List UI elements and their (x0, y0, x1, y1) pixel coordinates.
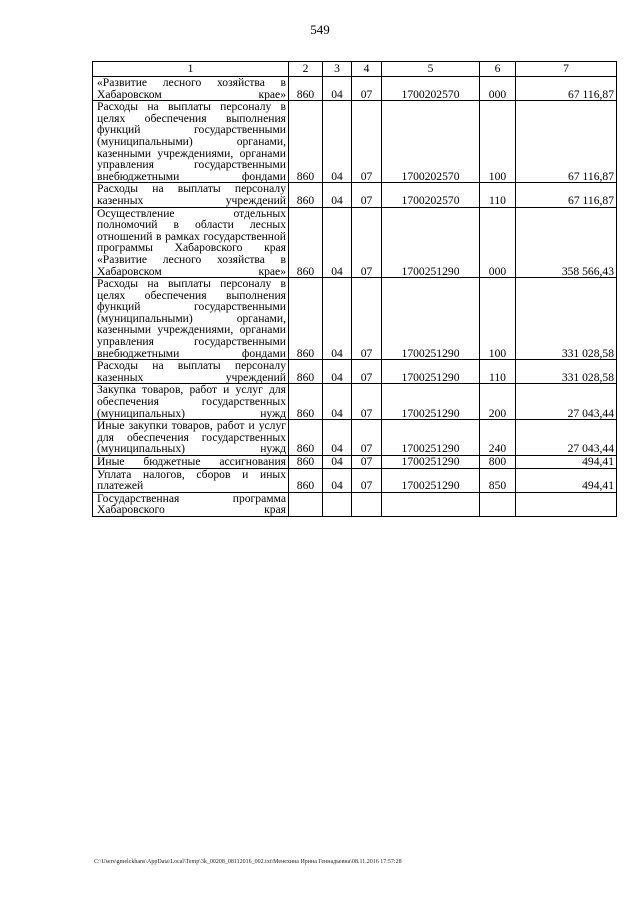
table-row (93, 492, 617, 516)
table-row (93, 278, 617, 360)
row-description: Расходы на выплаты персоналу казенных учреждений (93, 360, 289, 384)
cell-expense-type: 240 (480, 420, 516, 456)
cell-expense-type: 100 (480, 101, 516, 183)
cell-amount: 358 566,43 (516, 207, 617, 278)
cell-section-code: 04 (323, 77, 352, 101)
cell-subsection-code: 07 (352, 77, 382, 101)
cell-amount (516, 492, 617, 516)
cell-department-code: 860 (289, 420, 323, 456)
column-header: 4 (352, 62, 382, 77)
table-header-row (93, 62, 617, 77)
cell-expense-type: 100 (480, 278, 516, 360)
cell-expense-type: 850 (480, 468, 516, 492)
cell-section-code: 04 (323, 183, 352, 207)
cell-section-code: 04 (323, 420, 352, 456)
cell-amount: 331 028,58 (516, 360, 617, 384)
cell-subsection-code: 07 (352, 207, 382, 278)
cell-department-code (289, 492, 323, 516)
cell-subsection-code: 07 (352, 278, 382, 360)
budget-table (92, 61, 617, 517)
cell-department-code: 860 (289, 77, 323, 101)
cell-section-code: 04 (323, 360, 352, 384)
cell-section-code: 04 (323, 468, 352, 492)
cell-subsection-code (352, 492, 382, 516)
cell-subsection-code: 07 (352, 468, 382, 492)
cell-department-code: 860 (289, 468, 323, 492)
table-row (93, 101, 617, 183)
row-description: Расходы на выплаты персоналу в целях обеспечения выполнения функций государственными (муниципальными) органами, казенными учреждениями, органами управления государственными внебюджетными фондами (93, 278, 289, 360)
column-header: 1 (93, 62, 289, 77)
row-description: Иные закупки товаров, работ и услуг для обеспечения государственных (муниципальных) нужд (93, 420, 289, 456)
cell-target-article: 1700251290 (382, 468, 480, 492)
table-row (93, 183, 617, 207)
row-description: «Развитие лесного хозяйства в Хабаровском крае» (93, 77, 289, 101)
column-header: 3 (323, 62, 352, 77)
row-description: Закупка товаров, работ и услуг для обеспечения государственных (муниципальных) нужд (93, 384, 289, 420)
cell-target-article: 1700202570 (382, 101, 480, 183)
cell-target-article: 1700251290 (382, 456, 480, 469)
cell-subsection-code: 07 (352, 360, 382, 384)
cell-amount: 27 043,44 (516, 384, 617, 420)
table-row (93, 456, 617, 469)
cell-expense-type: 110 (480, 183, 516, 207)
cell-amount: 67 116,87 (516, 77, 617, 101)
cell-amount: 494,41 (516, 456, 617, 469)
cell-section-code: 04 (323, 278, 352, 360)
row-description: Иные бюджетные ассигнования (93, 456, 289, 469)
cell-target-article: 1700251290 (382, 207, 480, 278)
cell-department-code: 860 (289, 183, 323, 207)
cell-section-code: 04 (323, 101, 352, 183)
cell-target-article (382, 492, 480, 516)
cell-expense-type: 110 (480, 360, 516, 384)
cell-department-code: 860 (289, 101, 323, 183)
cell-expense-type: 200 (480, 384, 516, 420)
row-description: Расходы на выплаты персоналу казенных учреждений (93, 183, 289, 207)
table-row (93, 420, 617, 456)
row-description: Осуществление отдельных полномочий в области лесных отношений в рамках государственной программы Хабаровского края «Развитие лесного хозяйства в Хабаровском крае» (93, 207, 289, 278)
cell-subsection-code: 07 (352, 101, 382, 183)
cell-section-code: 04 (323, 384, 352, 420)
cell-target-article: 1700202570 (382, 183, 480, 207)
cell-amount: 331 028,58 (516, 278, 617, 360)
cell-department-code: 860 (289, 360, 323, 384)
cell-target-article: 1700251290 (382, 278, 480, 360)
cell-amount: 494,41 (516, 468, 617, 492)
column-header: 2 (289, 62, 323, 77)
cell-amount: 67 116,87 (516, 183, 617, 207)
row-description: Расходы на выплаты персоналу в целях обеспечения выполнения функций государственными (муниципальными) органами, казенными учреждениями, органами управления государственными внебюджетными фондами (93, 101, 289, 183)
footer-file-path: C:\Users\gmelckhans\AppData\Local\Temp\3k_00208_08112016_002.txt\Менехина Ирина Геннадьевна\08.11.2016 17:57:28 (94, 859, 402, 865)
cell-target-article: 1700251290 (382, 420, 480, 456)
cell-subsection-code: 07 (352, 420, 382, 456)
cell-subsection-code: 07 (352, 384, 382, 420)
cell-expense-type: 000 (480, 207, 516, 278)
cell-department-code: 860 (289, 278, 323, 360)
cell-subsection-code: 07 (352, 456, 382, 469)
table-row (93, 207, 617, 278)
cell-department-code: 860 (289, 384, 323, 420)
table-row (93, 468, 617, 492)
cell-expense-type: 800 (480, 456, 516, 469)
cell-expense-type (480, 492, 516, 516)
column-header: 6 (480, 62, 516, 77)
cell-section-code: 04 (323, 207, 352, 278)
cell-section-code: 04 (323, 456, 352, 469)
table-row (93, 384, 617, 420)
table-row (93, 77, 617, 101)
table-row (93, 360, 617, 384)
page-number: 549 (310, 22, 330, 37)
cell-subsection-code: 07 (352, 183, 382, 207)
cell-target-article: 1700202570 (382, 77, 480, 101)
column-header: 7 (516, 62, 617, 77)
cell-department-code: 860 (289, 207, 323, 278)
cell-amount: 27 043,44 (516, 420, 617, 456)
cell-target-article: 1700251290 (382, 384, 480, 420)
cell-department-code: 860 (289, 456, 323, 469)
column-header: 5 (382, 62, 480, 77)
cell-section-code (323, 492, 352, 516)
row-description: Государственная программа Хабаровского края (93, 492, 289, 516)
cell-expense-type: 000 (480, 77, 516, 101)
row-description: Уплата налогов, сборов и иных платежей (93, 468, 289, 492)
cell-target-article: 1700251290 (382, 360, 480, 384)
cell-amount: 67 116,87 (516, 101, 617, 183)
